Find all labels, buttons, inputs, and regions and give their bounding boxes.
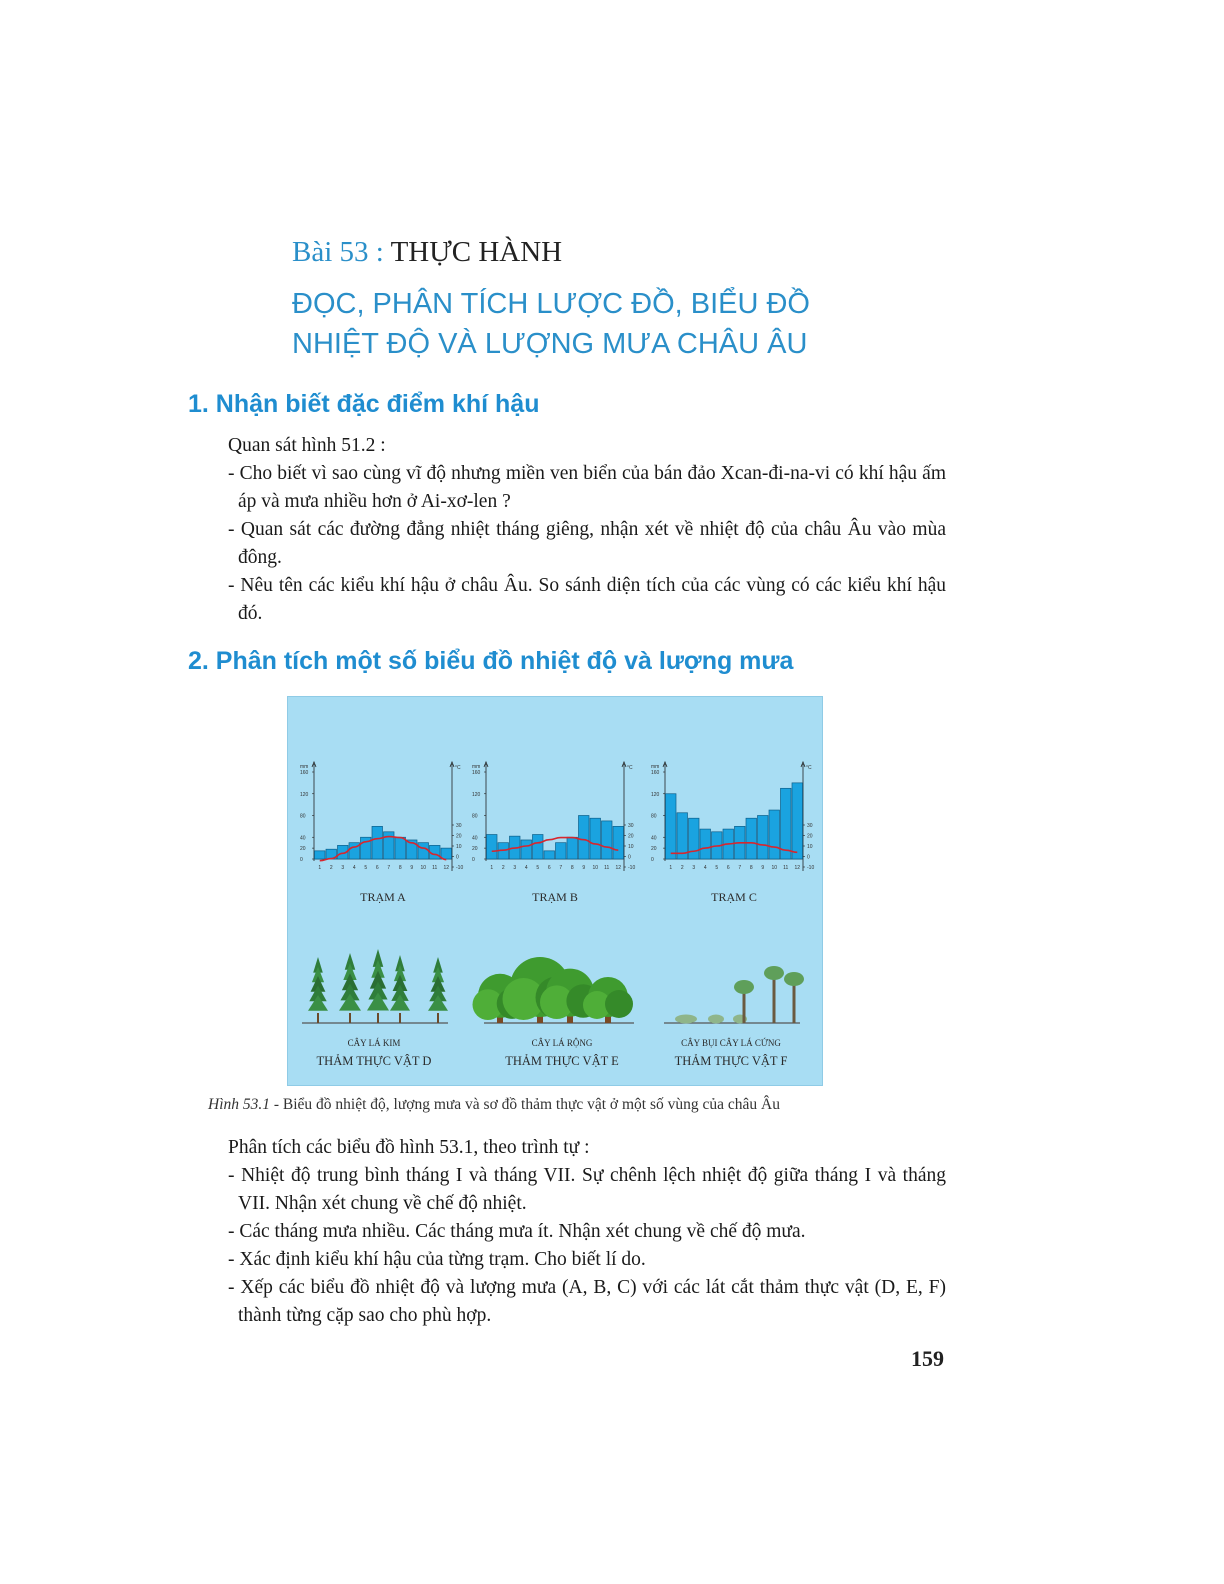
month-label: 3 [341, 865, 345, 871]
shrub-body [708, 1015, 724, 1024]
lesson-title [292, 284, 810, 364]
climate-chart-c [651, 762, 814, 904]
vegetation-type-label: CÂY LÁ KIM [347, 1038, 401, 1048]
month-label: 1 [318, 865, 322, 871]
tree-foliage [339, 994, 361, 1011]
rain-tick-label: 40 [472, 835, 478, 842]
rain-bar [579, 816, 590, 860]
month-label: 8 [398, 865, 402, 871]
month-label: 11 [432, 865, 438, 871]
temp-tick-label: 30 [807, 823, 813, 829]
tree-foliage [367, 993, 389, 1011]
rain-bar [677, 813, 688, 859]
vegetation-name: THẢM THỰC VẬT D [316, 1054, 432, 1068]
month-label: 7 [738, 865, 742, 871]
hardleaf-tree [764, 966, 784, 1023]
month-label: 3 [692, 865, 696, 871]
rain-bar [315, 851, 326, 859]
rain-bar [556, 843, 567, 859]
rain-tick-label: 20 [300, 846, 306, 853]
temp-tick-label: 20 [628, 833, 634, 840]
hardleaf-tree [784, 972, 804, 1023]
list-item: - Cho biết vì sao cùng vĩ độ nhưng miền ven biển của bán đảo Xcan-đi-na-vi có khí hậu ấm áp và mưa nhiều hơn ở Ai-xơ-len ? [228, 463, 946, 512]
tree-trunk [793, 983, 796, 1023]
temp-tick-label: 0 [807, 854, 810, 861]
list-item: - Xếp các biểu đồ nhiệt độ và lượng mưa (A, B, C) với các lát cắt thảm thực vật (D, E, F) thành từng cặp sao cho phù hợp. [228, 1277, 946, 1326]
climate-chart-b [472, 762, 635, 904]
rain-bar [746, 818, 757, 859]
temp-tick-label: 0 [628, 854, 631, 861]
rain-bar [613, 826, 624, 859]
tree-trunk [317, 1013, 319, 1023]
rain-tick-label: 120 [472, 791, 481, 798]
vegetation-type-label: CÂY BỤI CÂY LÁ CỨNG [681, 1038, 781, 1048]
month-label: 7 [559, 865, 563, 871]
lesson-title-line-1: ĐỌC, PHÂN TÍCH LƯỢC ĐỒ, BIỂU ĐỒ [292, 288, 810, 320]
rain-unit: mm [472, 764, 481, 770]
month-label: 8 [749, 865, 753, 871]
rain-bar [533, 835, 544, 859]
rain-tick-label: 80 [651, 813, 657, 820]
temp-unit: °C [627, 765, 633, 771]
rain-bar [395, 837, 406, 859]
rain-bar [700, 829, 711, 859]
month-label: 9 [761, 865, 765, 871]
month-label: 6 [547, 865, 551, 871]
climate-chart-a [300, 762, 463, 904]
rain-tick-label: 0 [472, 857, 475, 863]
list-item: - Nhiệt độ trung bình tháng I và tháng VII. Sự chênh lệch nhiệt độ giữa tháng I và tháng VII. Nhận xét chung về chế độ nhiệt. [228, 1165, 946, 1214]
conifer-tree [428, 957, 448, 1023]
month-label: 5 [536, 865, 540, 871]
temp-tick-label: 20 [807, 833, 813, 840]
list-item: - Xác định kiểu khí hậu của từng trạm. Cho biết lí do. [228, 1249, 646, 1270]
rain-unit: mm [300, 764, 309, 770]
rain-bar [418, 843, 429, 859]
month-label: 12 [443, 865, 450, 871]
month-label: 9 [582, 865, 586, 871]
month-label: 8 [570, 865, 574, 871]
month-label: 6 [726, 865, 730, 871]
list-item: - Nêu tên các kiểu khí hậu ở châu Âu. So sánh diện tích của các vùng có các kiểu khí hậu đó. [228, 575, 946, 624]
section-1-heading: 1. Nhận biết đặc điểm khí hậu [188, 390, 540, 418]
section-2-heading: 2. Phân tích một số biểu đồ nhiệt độ và lượng mưa [188, 647, 794, 675]
page-number: 159 [911, 1346, 944, 1371]
caption-text: - Biểu đồ nhiệt độ, lượng mưa và sơ đồ thảm thực vật ở một số vùng của châu Âu [270, 1096, 780, 1113]
month-label: 2 [680, 865, 684, 871]
month-label: 1 [669, 865, 673, 871]
tree-trunk [377, 1013, 379, 1023]
lesson-title-line-2: NHIỆT ĐỘ VÀ LƯỢNG MƯA CHÂU ÂU [292, 328, 808, 360]
caption-label: Hình 53.1 [208, 1096, 270, 1113]
rain-tick-label: 20 [651, 846, 657, 853]
rain-bar [441, 848, 452, 859]
list-item: - Các tháng mưa nhiều. Các tháng mưa ít. Nhận xét chung về chế độ mưa. [228, 1221, 806, 1242]
rain-bar [602, 821, 613, 859]
rain-tick-label: 40 [651, 835, 657, 842]
list-item: - Quan sát các đường đẳng nhiệt tháng giêng, nhận xét về nhiệt độ của châu Âu vào mùa đông. [228, 519, 946, 568]
rain-tick-label: 20 [472, 846, 478, 853]
rain-bar [758, 816, 769, 860]
tree-crown [734, 980, 754, 994]
rain-bar [521, 840, 532, 859]
rain-tick-label: 160 [651, 770, 660, 776]
month-label: 3 [513, 865, 517, 871]
tree-crown [784, 972, 804, 986]
rain-tick-label: 40 [300, 835, 306, 842]
vegetation-name: THẢM THỰC VẬT E [505, 1054, 619, 1068]
lesson-number: Bài 53 : [292, 236, 391, 268]
rain-tick-label: 160 [300, 770, 309, 776]
month-label: 11 [604, 865, 610, 871]
temp-tick-label: 10 [628, 844, 634, 850]
tree-foliage [308, 995, 328, 1011]
conifer-tree [339, 953, 361, 1023]
rain-tick-label: 0 [651, 857, 654, 863]
tree-trunk [773, 977, 776, 1023]
rain-tick-label: 160 [472, 770, 481, 776]
section-2-body [228, 1134, 946, 1330]
tree-trunk [743, 991, 746, 1023]
station-title: TRẠM A [360, 890, 406, 904]
tree-foliage [390, 994, 410, 1010]
temp-tick-label: 20 [456, 833, 462, 840]
month-label: 4 [352, 865, 356, 871]
tree-crown [764, 966, 784, 980]
conifer-tree [308, 957, 328, 1023]
tree-crown [605, 990, 633, 1018]
rain-bar [666, 794, 677, 859]
vegetation-name: THẢM THỰC VẬT F [674, 1054, 788, 1068]
temp-tick-label: 30 [628, 823, 634, 829]
vegetation-profiles [302, 949, 804, 1068]
month-label: 5 [715, 865, 719, 871]
temp-unit: °C [455, 765, 461, 771]
month-label: 9 [410, 865, 414, 871]
rain-tick-label: 80 [472, 813, 478, 820]
figure-svg [288, 697, 822, 1085]
temp-tick-label: 30 [456, 823, 462, 829]
month-label: 4 [524, 865, 528, 871]
rain-bar [769, 810, 780, 859]
temp-tick-label: -10 [628, 865, 636, 871]
lesson-kind: THỰC HÀNH [390, 236, 563, 268]
month-label: 7 [387, 865, 391, 871]
month-label: 10 [420, 865, 427, 871]
tree-trunk [349, 1013, 351, 1023]
month-label: 6 [375, 865, 379, 871]
rain-tick-label: 120 [651, 791, 660, 798]
shrub [708, 1015, 724, 1024]
conifer-tree [367, 949, 389, 1023]
figure-caption [208, 1096, 780, 1114]
month-label: 1 [490, 865, 494, 871]
month-label: 10 [771, 865, 778, 871]
rain-bar [567, 837, 578, 859]
temp-tick-label: -10 [456, 865, 464, 871]
month-label: 2 [329, 865, 333, 871]
station-title: TRẠM C [711, 890, 757, 904]
month-label: 12 [615, 865, 622, 871]
rain-tick-label: 80 [300, 813, 306, 820]
shrub [675, 1015, 697, 1024]
tree-trunk [437, 1013, 439, 1023]
rain-unit: mm [651, 764, 660, 770]
month-label: 2 [501, 865, 505, 871]
rain-tick-label: 0 [300, 857, 303, 863]
temp-tick-label: 0 [456, 854, 459, 861]
rain-bar [792, 783, 803, 859]
temp-unit: °C [806, 765, 812, 771]
figure-53-1 [287, 696, 823, 1086]
shrub-body [675, 1015, 697, 1024]
month-label: 5 [364, 865, 368, 871]
rain-bar [487, 835, 498, 859]
temp-tick-label: 10 [456, 844, 462, 850]
rain-bar [544, 851, 555, 859]
vegetation-type-label: CÂY LÁ RỘNG [531, 1038, 593, 1048]
conifer-tree [390, 955, 410, 1023]
tree-trunk [399, 1013, 401, 1023]
month-label: 4 [703, 865, 707, 871]
rain-bar [689, 818, 700, 859]
section-1-intro: Quan sát hình 51.2 : [228, 435, 386, 456]
section-2-intro: Phân tích các biểu đồ hình 53.1, theo trình tự : [228, 1137, 590, 1158]
temp-tick-label: 10 [807, 844, 813, 850]
rain-bar [372, 826, 383, 859]
climate-charts [300, 762, 814, 904]
section-1-body [228, 432, 946, 628]
lesson-heading [292, 236, 562, 269]
station-title: TRẠM B [532, 890, 578, 904]
tree-foliage [428, 995, 448, 1011]
rain-bar [590, 818, 601, 859]
month-label: 11 [783, 865, 789, 871]
rain-bar [781, 788, 792, 859]
rain-tick-label: 120 [300, 791, 309, 798]
temp-tick-label: -10 [807, 865, 815, 871]
month-label: 10 [592, 865, 599, 871]
month-label: 12 [794, 865, 801, 871]
